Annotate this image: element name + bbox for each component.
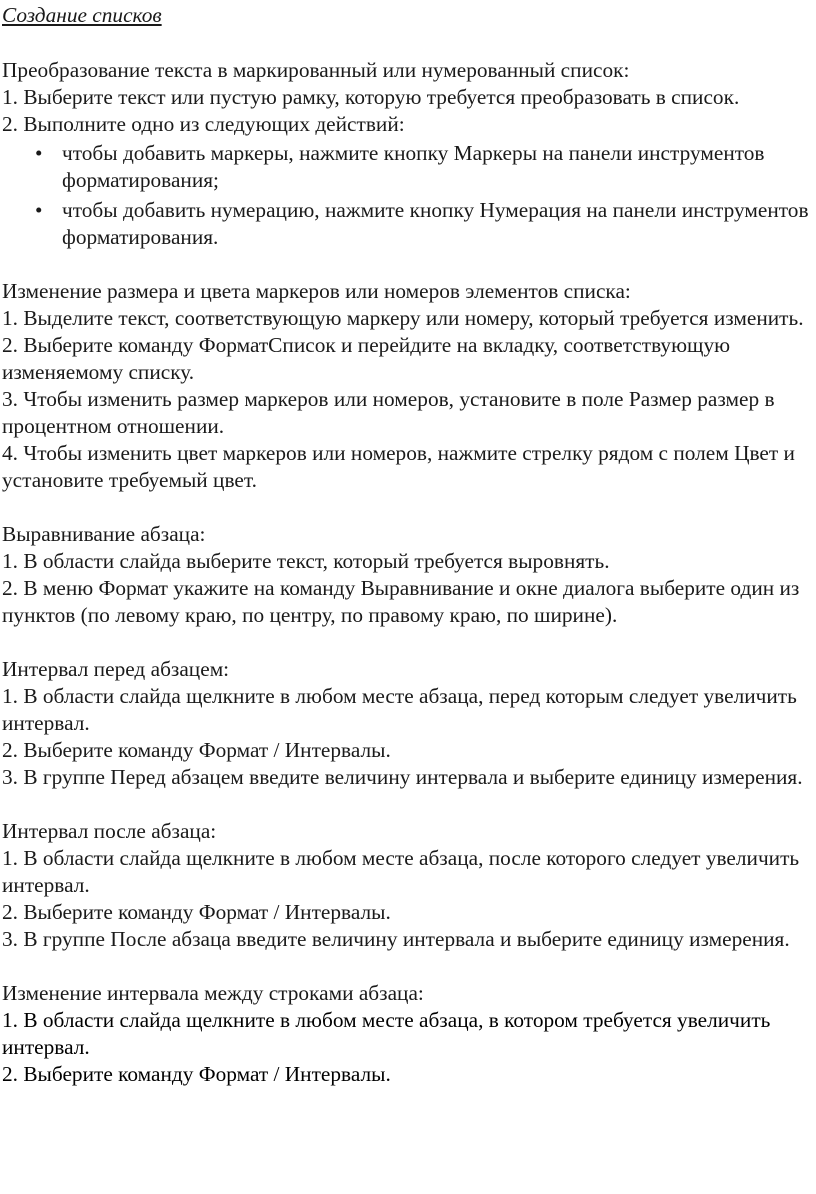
section-heading: Преобразование текста в маркированный или нумерованный список:: [2, 58, 630, 82]
numbered-step: 2. Выберите команду Формат / Интервалы.: [2, 738, 391, 762]
numbered-step: 2. В меню Формат укажите на команду Выравнивание и окне диалога выберите один из пунктов (по левому краю, по центру, по правому краю, по ширине).: [2, 576, 800, 627]
section: [2, 57, 814, 251]
bullet-icon: •: [35, 198, 43, 222]
numbered-step: 3. В группе Перед абзацем введите величину интервала и выберите единицу измерения.: [2, 765, 803, 789]
numbered-step: 1. В области слайда выберите текст, который требуется выровнять.: [2, 549, 610, 573]
section-heading: Интервал после абзаца:: [2, 819, 217, 843]
document-title: Создание списков: [2, 3, 162, 27]
numbered-step: 3. Чтобы изменить размер маркеров или номеров, установите в поле Размер размер в процентном отношении.: [2, 387, 775, 438]
numbered-step: 2. Выберите команду Формат / Интервалы.: [2, 900, 391, 924]
section: [2, 521, 814, 629]
document-page: [2, 2, 814, 1115]
numbered-step: 1. В области слайда щелкните в любом месте абзаца, в котором требуется увеличить интервал.: [2, 1008, 771, 1059]
section-heading: Изменение интервала между строками абзаца:: [2, 981, 424, 1005]
bullet-item: [35, 140, 814, 194]
numbered-step: 1. В области слайда щелкните в любом месте абзаца, после которого следует увеличить интервал.: [2, 846, 800, 897]
numbered-step: 3. В группе После абзаца введите величину интервала и выберите единицу измерения.: [2, 927, 790, 951]
bullet-text: чтобы добавить маркеры, нажмите кнопку Маркеры на панели инструментов форматирования;: [62, 141, 765, 192]
section-heading: Интервал перед абзацем:: [2, 657, 230, 681]
section: [2, 818, 814, 953]
document-body: [2, 57, 814, 1088]
section: [2, 980, 814, 1088]
numbered-step: 4. Чтобы изменить цвет маркеров или номеров, нажмите стрелку рядом с полем Цвет и установите требуемый цвет.: [2, 441, 795, 492]
section-heading: Выравнивание абзаца:: [2, 522, 206, 546]
bullet-list: [2, 140, 814, 251]
numbered-step: 2. Выполните одно из следующих действий:: [2, 112, 405, 136]
section: [2, 656, 814, 791]
bullet-text: чтобы добавить нумерацию, нажмите кнопку Нумерация на панели инструментов форматирования.: [62, 198, 809, 249]
section: [2, 278, 814, 494]
bullet-icon: •: [35, 141, 43, 165]
numbered-step: 1. Выберите текст или пустую рамку, которую требуется преобразовать в список.: [2, 85, 740, 109]
numbered-step: 2. Выберите команду Формат / Интервалы.: [2, 1062, 391, 1086]
numbered-step: 1. В области слайда щелкните в любом месте абзаца, перед которым следует увеличить интервал.: [2, 684, 797, 735]
numbered-step: 1. Выделите текст, соответствующую маркеру или номеру, который требуется изменить.: [2, 306, 804, 330]
bullet-item: [35, 197, 814, 251]
section-heading: Изменение размера и цвета маркеров или номеров элементов списка:: [2, 279, 631, 303]
numbered-step: 2. Выберите команду ФорматСписок и перейдите на вкладку, соответствующую изменяемому списку.: [2, 333, 731, 384]
